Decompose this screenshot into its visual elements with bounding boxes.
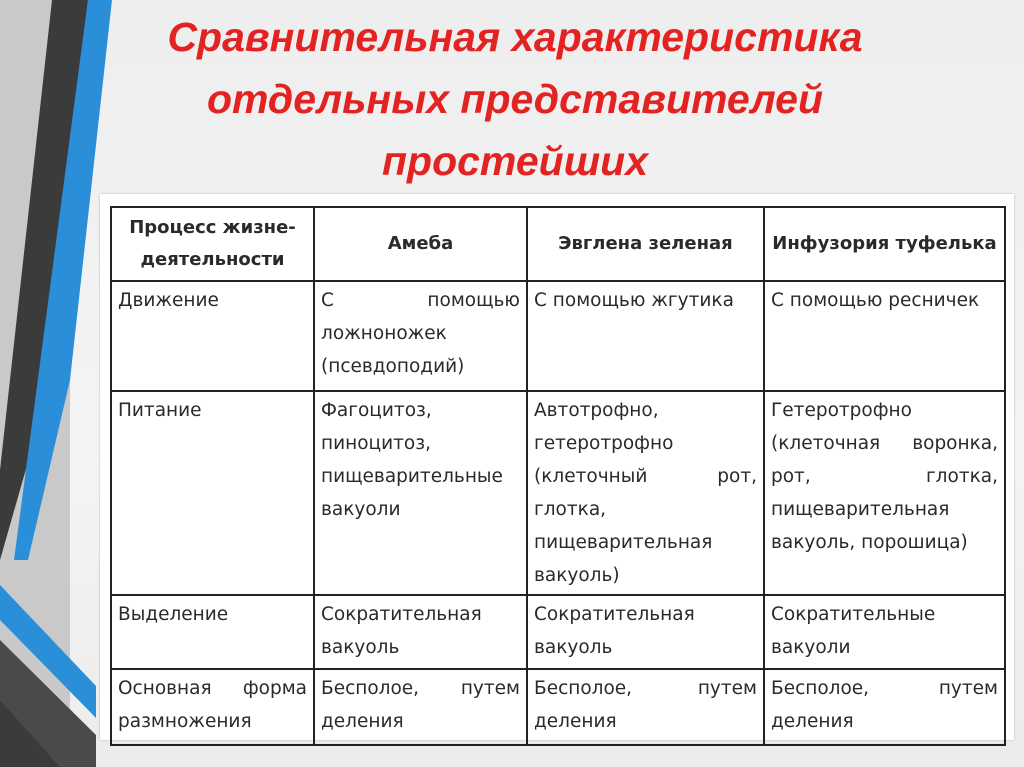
header-euglena: Эвглена зеленая [527, 207, 764, 281]
cell-amoeba: Фагоцитоз, пиноцитоз, пищеварительные вакуоли [314, 391, 527, 595]
header-process: Процесс жизне-деятельности [111, 207, 314, 281]
cell-process: Движение [111, 281, 314, 391]
cell-process: Основная форма размножения [111, 669, 314, 745]
title-line-3: простейших [382, 138, 648, 184]
title-line-1: Сравнительная характеристика [167, 14, 863, 60]
cell-euglena: Автотрофно, гетеротрофно (клеточный рот, глотка, пищеварительная вакуоль) [527, 391, 764, 595]
page-title [110, 6, 920, 192]
cell-euglena: С помощью жгутика [527, 281, 764, 391]
title-line-2: отдельных представителей [206, 76, 824, 122]
cell-process: Питание [111, 391, 314, 595]
cell-amoeba: Сократительная вакуоль [314, 595, 527, 669]
table-row [111, 595, 1005, 669]
table-row [111, 669, 1005, 745]
cell-amoeba: С помощью ложноножек (псевдоподий) [314, 281, 527, 391]
cell-paramecium: Бесполое, путем деления [764, 669, 1005, 745]
header-paramecium: Инфузория туфелька [764, 207, 1005, 281]
cell-paramecium: Сократительные вакуоли [764, 595, 1005, 669]
comparison-table [110, 206, 1006, 746]
cell-amoeba: Бесполое, путем деления [314, 669, 527, 745]
table-row [111, 391, 1005, 595]
cell-euglena: Бесполое, путем деления [527, 669, 764, 745]
header-amoeba: Амеба [314, 207, 527, 281]
cell-paramecium: С помощью ресничек [764, 281, 1005, 391]
cell-process: Выделение [111, 595, 314, 669]
cell-euglena: Сократительная вакуоль [527, 595, 764, 669]
table-row [111, 281, 1005, 391]
cell-paramecium: Гетеротрофно (клеточная воронка, рот, глотка, пищеварительная вакуоль, порошица) [764, 391, 1005, 595]
table-header-row [111, 207, 1005, 281]
